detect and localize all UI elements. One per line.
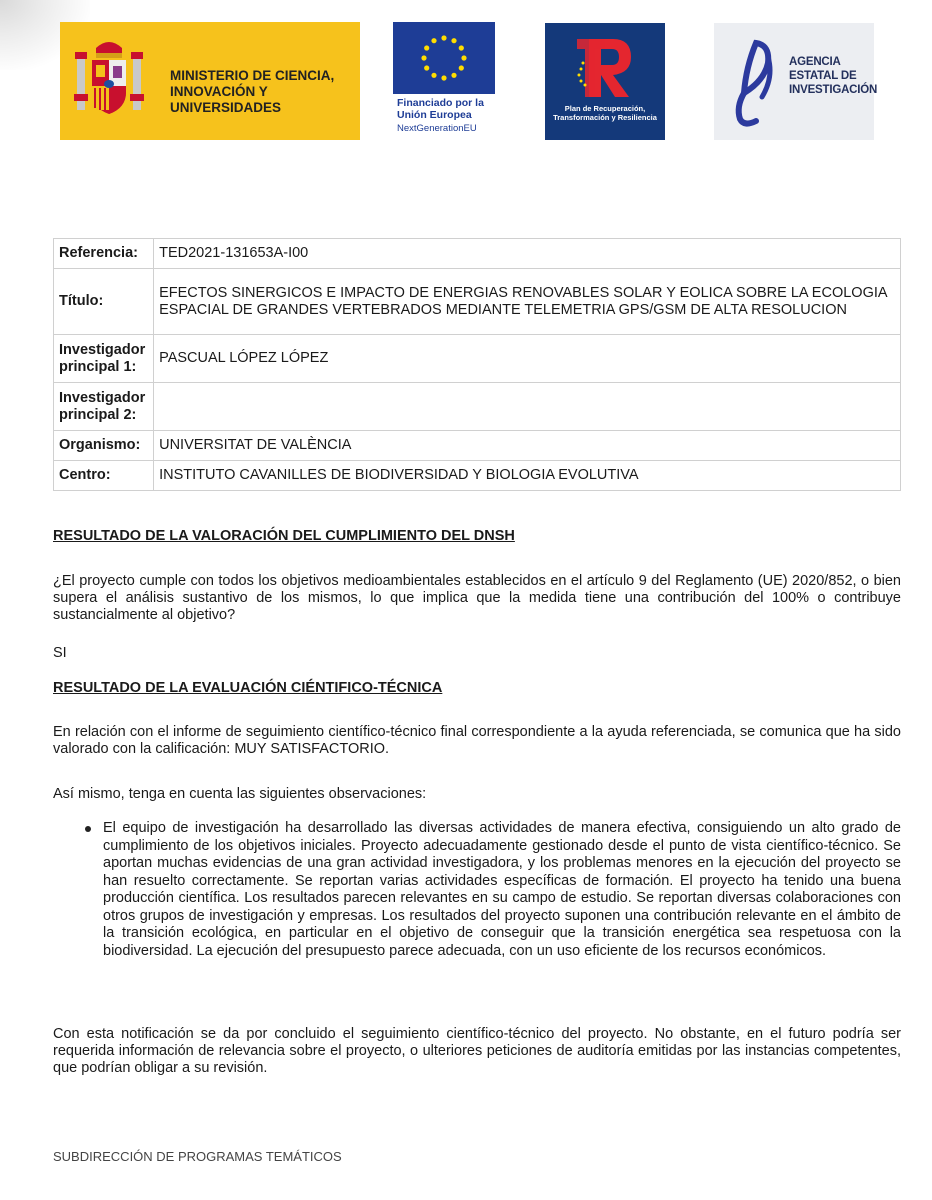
dnsh-answer: SI (53, 645, 67, 661)
title-label: Título: (54, 269, 154, 335)
center-value: INSTITUTO CAVANILLES DE BIODIVERSIDAD Y BIOLOGIA EVOLUTIVA (154, 461, 901, 491)
reference-value: TED2021-131653A-I00 (154, 239, 901, 269)
table-row (54, 239, 901, 269)
observation-text: El equipo de investigación ha desarrollado las diversas actividades de manera efectiva, consiguiendo un alto grado de cumplimiento de los objetivos iniciales. Proyecto adecuadamente gestionado desde el punto de vista científico-técnico. Se aportan muchas evidencias de una gran actividad investigadora, y los problemas menores en la ejecución del proyecto se han resuelto correctamente. Se reportan varias actividades específicas de formación. El proyecto ha tenido una buena producción científica. Los resultados parecen relevantes en su campo de estudio. Se reportan diversas colaboraciones con otros grupos de investigación y empresas. Los resultados del proyecto suponen una contribución relevante en el ámbito de la transición ecológica, en particular en el objetivo de conseguir que la transición energética sea respetuosa con la biodiversidad. La ejecución del presupuesto parece adecuada, con un uso eficiente de los recursos económicos. (103, 820, 901, 959)
table-row (54, 269, 901, 335)
aei-mark-icon (722, 37, 777, 129)
center-label: Centro: (54, 461, 154, 491)
aei-logo (714, 23, 878, 140)
ministerio-logo (60, 22, 360, 140)
evaluation-intro: En relación con el informe de seguimiento científico-técnico final correspondiente a la ayuda referenciada, se comunica que ha sido valorado con la calificación: MUY SATISFACTORIO. (53, 724, 901, 757)
prtr-label: Plan de Recuperación, Transformación y Resiliencia (553, 104, 657, 122)
bullet-icon (85, 826, 91, 832)
project-info-table (53, 238, 901, 491)
observations-list (53, 820, 901, 960)
dnsh-question: ¿El proyecto cumple con todos los objetivos medioambientales establecidos en el artículo 9 del Reglamento (UE) 2020/852, o bien supera el análisis sustantivo de los mismos, lo que implica que la medida tiene una contribución del 100% o contribuye sustancialmente al objetivo? (53, 573, 901, 623)
footer-department: SUBDIRECCIÓN DE PROGRAMAS TEMÁTICOS (53, 1149, 342, 1164)
pi2-value (154, 383, 901, 431)
title-value: EFECTOS SINERGICOS E IMPACTO DE ENERGIAS RENOVABLES SOLAR Y EOLICA SOBRE LA ECOLOGIA ESPACIAL DE GRANDES VERTEBRADOS MEDIANTE TELEMETRIA GPS/GSM DE ALTA RESOLUCION (154, 269, 901, 335)
organism-value: UNIVERSITAT DE VALÈNCIA (154, 431, 901, 461)
aei-name: AGENCIA ESTATAL DE INVESTIGACIÓN (789, 56, 878, 96)
table-row (54, 461, 901, 491)
pi2-label: Investigador principal 2: (54, 383, 154, 431)
ministerio-name: MINISTERIO DE CIENCIA, INNOVACIÓN Y UNIVERSIDADES (170, 68, 335, 115)
table-row (54, 383, 901, 431)
observations-intro: Así mismo, tenga en cuenta las siguientes observaciones: (53, 786, 427, 802)
table-row (54, 335, 901, 383)
reference-label: Referencia: (54, 239, 154, 269)
list-item (53, 820, 901, 960)
evaluation-section-title: RESULTADO DE LA EVALUACIÓN CIÉNTIFICO-TÉCNICA (53, 680, 443, 696)
eu-logo (393, 22, 497, 142)
prtr-logo (545, 23, 665, 140)
pi1-label: Investigador principal 1: (54, 335, 154, 383)
eu-flag-icon (393, 22, 495, 94)
spain-coat-of-arms-icon (74, 36, 144, 126)
pi1-value: PASCUAL LÓPEZ LÓPEZ (154, 335, 901, 383)
organism-label: Organismo: (54, 431, 154, 461)
eu-funding-label: Financiado por la Unión Europea (397, 97, 484, 121)
eu-program-label: NextGenerationEU (397, 123, 477, 134)
closing-paragraph: Con esta notificación se da por concluido el seguimiento científico-técnico del proyecto. No obstante, en el futuro podría ser requerida información de relevancia sobre el proyecto, o ulteriores peticiones de auditoría emitidas por las instancias competentes, que podrían obligar a su revisión. (53, 1026, 901, 1076)
table-row (54, 431, 901, 461)
prtr-mark-icon (575, 33, 637, 101)
dnsh-section-title: RESULTADO DE LA VALORACIÓN DEL CUMPLIMIENTO DEL DNSH (53, 528, 515, 544)
